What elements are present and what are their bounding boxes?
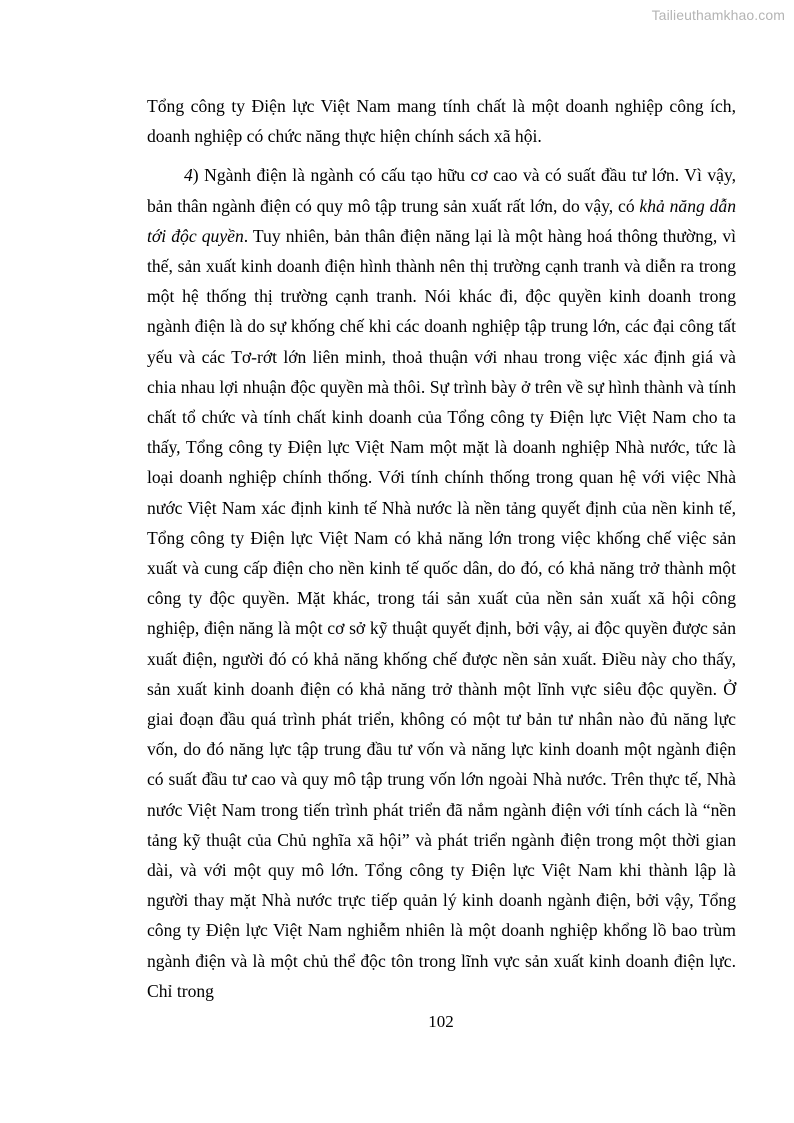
- paragraph-2-text-rest: . Tuy nhiên, bản thân điện năng lại là một hàng hoá thông thường, vì thế, sản xuất kinh doanh điện hình thành nên thị trường cạnh tranh và diễn ra trong một hệ thống thị trường cạnh tranh. Nói khác đi, độc quyền kinh doanh trong ngành điện là do sự khống chế khi các doanh nghiệp tập trung lớn, các đại công tất yếu và các Tơ-rớt lớn liên minh, thoả thuận với nhau trong việc xác định giá và chia nhau lợi nhuận độc quyền mà thôi. Sự trình bày ở trên về sự hình thành và tính chất tổ chức và tính chất kinh doanh của Tổng công ty Điện lực Việt Nam cho ta thấy, Tổng công ty Điện lực Việt Nam một mặt là doanh nghiệp Nhà nước, tức là loại doanh nghiệp chính thống. Với tính chính thống trong quan hệ với việc Nhà nước Việt Nam xác định kinh tế Nhà nước là nền tảng quyết định của nền kinh tế, Tổng công ty Điện lực Việt Nam có khả năng lớn trong việc khống chế việc sản xuất và cung cấp điện cho nền kinh tế quốc dân, do đó, có khả năng trở thành một công ty độc quyền. Mặt khác, trong tái sản xuất của nền sản xuất xã hội công nghiệp, điện năng là một cơ sở kỹ thuật quyết định, bởi vậy, ai độc quyền được sản xuất điện, người đó có khả năng khống chế được nền sản xuất. Điều này cho thấy, sản xuất kinh doanh điện có khả năng trở thành một lĩnh vực siêu độc quyền. Ở giai đoạn đầu quá trình phát triển, không có một tư bản tư nhân nào đủ năng lực vốn, do đó năng lực tập trung đầu tư vốn và năng lực kinh doanh một ngành điện có suất đầu tư cao và quy mô tập trung vốn lớn ngoài Nhà nước. Trên thực tế, Nhà nước Việt Nam trong tiến trình phát triển đã nắm ngành điện với tính cách là “nền tảng kỹ thuật của Chủ nghĩa xã hội” và phát triển ngành điện trong một thời gian dài, và với một quy mô lớn. Tổng công ty Điện lực Việt Nam khi thành lập là người thay mặt Nhà nước trực tiếp quản lý kinh doanh ngành điện, bởi vậy, Tổng công ty Điện lực Việt Nam nghiễm nhiên là một doanh nghiệp khổng lồ bao trùm ngành điện và là một chủ thể độc tôn trong lĩnh vực sản xuất kinh doanh điện lực. Chỉ trong: [147, 225, 737, 1001]
- page-number: 102: [428, 1012, 454, 1031]
- document-body: [147, 91, 736, 1006]
- paragraph-2-text-start: ) Ngành điện là ngành có cấu tạo hữu cơ cao và có suất đầu tư lớn. Vì vậy, bản thân ngành điện có quy mô tập trung sản xuất rất lớn, do vậy, có: [147, 165, 736, 216]
- watermark-text: Tailieuthamkhao.com: [651, 7, 785, 23]
- paragraph-2: [147, 160, 736, 1006]
- paragraph-2-number: 4: [184, 165, 193, 186]
- paragraph-2-italic-phrase: khả năng dẫn tới độc quyền: [147, 195, 737, 246]
- paragraph-1: Tổng công ty Điện lực Việt Nam mang tính chất là một doanh nghiệp công ích, doanh nghiệp có chức năng thực hiện chính sách xã hội.: [147, 96, 736, 147]
